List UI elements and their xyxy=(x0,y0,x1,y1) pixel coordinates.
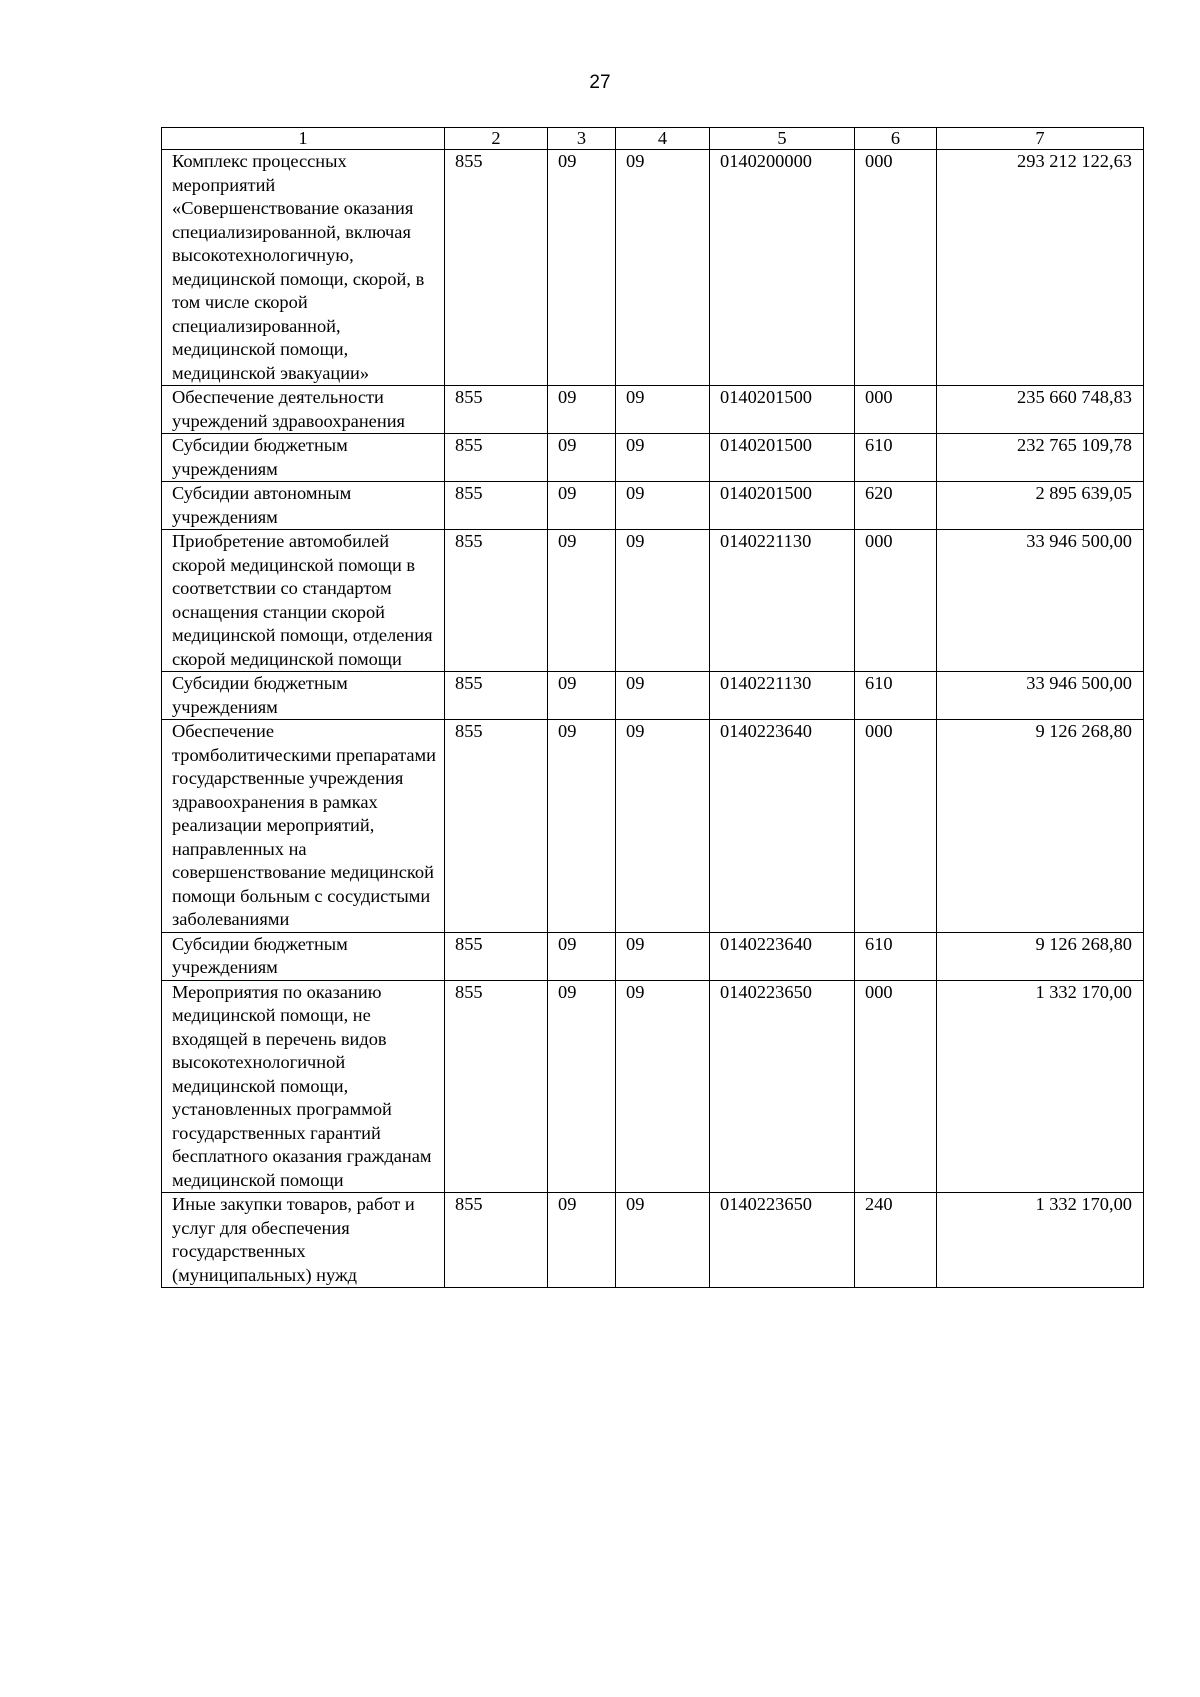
page-number: 27 xyxy=(589,72,611,93)
column-header-5: 5 xyxy=(710,128,855,150)
table-row xyxy=(162,932,1144,980)
row-type-cell: 000 xyxy=(855,386,937,434)
row-subsection-cell: 09 xyxy=(616,720,710,933)
row-target-cell: 0140221130 xyxy=(710,530,855,672)
row-name-cell: Комплекс процессных мероприятий «Совершенствование оказания специализированной, включая высокотехнологичную, медицинской помощи, скорой, в том числе скорой специализированной, медицинской помощи, медицинской эвакуации» xyxy=(162,150,445,386)
row-amount-cell: 2 895 639,05 xyxy=(937,482,1144,530)
row-target-cell: 0140200000 xyxy=(710,150,855,386)
row-name-cell: Мероприятия по оказанию медицинской помощи, не входящей в перечень видов высокотехнологичной медицинской помощи, установленных программой государственных гарантий бесплатного оказания гражданам медицинской помощи xyxy=(162,980,445,1193)
table-row xyxy=(162,672,1144,720)
row-amount-cell: 293 212 122,63 xyxy=(937,150,1144,386)
table-row xyxy=(162,1193,1144,1288)
row-type-cell: 000 xyxy=(855,980,937,1193)
row-type-cell: 610 xyxy=(855,434,937,482)
row-type-cell: 000 xyxy=(855,720,937,933)
row-amount-cell: 235 660 748,83 xyxy=(937,386,1144,434)
row-target-cell: 0140201500 xyxy=(710,386,855,434)
row-amount-cell: 9 126 268,80 xyxy=(937,932,1144,980)
row-section-cell: 09 xyxy=(548,530,616,672)
row-target-cell: 0140223640 xyxy=(710,932,855,980)
column-header-3: 3 xyxy=(548,128,616,150)
row-amount-cell: 232 765 109,78 xyxy=(937,434,1144,482)
row-subsection-cell: 09 xyxy=(616,482,710,530)
row-type-cell: 240 xyxy=(855,1193,937,1288)
row-code-cell: 855 xyxy=(445,150,548,386)
row-name-cell: Обеспечение тромболитическими препаратами государственные учреждения здравоохранения в рамках реализации мероприятий, направленных на совершенствование медицинской помощи больным с сосудистыми заболеваниями xyxy=(162,720,445,933)
row-target-cell: 0140223640 xyxy=(710,720,855,933)
row-type-cell: 000 xyxy=(855,150,937,386)
row-section-cell: 09 xyxy=(548,720,616,933)
row-type-cell: 610 xyxy=(855,932,937,980)
table-row xyxy=(162,530,1144,672)
row-section-cell: 09 xyxy=(548,932,616,980)
row-amount-cell: 33 946 500,00 xyxy=(937,530,1144,672)
table-header-row xyxy=(162,128,1144,150)
column-header-6: 6 xyxy=(855,128,937,150)
row-target-cell: 0140223650 xyxy=(710,980,855,1193)
row-subsection-cell: 09 xyxy=(616,386,710,434)
row-subsection-cell: 09 xyxy=(616,434,710,482)
row-code-cell: 855 xyxy=(445,1193,548,1288)
column-header-1: 1 xyxy=(162,128,445,150)
column-header-2: 2 xyxy=(445,128,548,150)
row-code-cell: 855 xyxy=(445,482,548,530)
table-row xyxy=(162,150,1144,386)
row-target-cell: 0140201500 xyxy=(710,482,855,530)
row-type-cell: 620 xyxy=(855,482,937,530)
row-subsection-cell: 09 xyxy=(616,530,710,672)
row-target-cell: 0140223650 xyxy=(710,1193,855,1288)
row-name-cell: Субсидии бюджетным учреждениям xyxy=(162,932,445,980)
table-row xyxy=(162,720,1144,933)
row-target-cell: 0140221130 xyxy=(710,672,855,720)
row-code-cell: 855 xyxy=(445,672,548,720)
row-subsection-cell: 09 xyxy=(616,932,710,980)
row-name-cell: Субсидии бюджетным учреждениям xyxy=(162,672,445,720)
row-name-cell: Субсидии автономным учреждениям xyxy=(162,482,445,530)
row-code-cell: 855 xyxy=(445,980,548,1193)
row-amount-cell: 33 946 500,00 xyxy=(937,672,1144,720)
row-name-cell: Иные закупки товаров, работ и услуг для обеспечения государственных (муниципальных) нужд xyxy=(162,1193,445,1288)
row-code-cell: 855 xyxy=(445,386,548,434)
row-section-cell: 09 xyxy=(548,434,616,482)
row-amount-cell: 9 126 268,80 xyxy=(937,720,1144,933)
row-section-cell: 09 xyxy=(548,672,616,720)
row-subsection-cell: 09 xyxy=(616,980,710,1193)
row-target-cell: 0140201500 xyxy=(710,434,855,482)
row-section-cell: 09 xyxy=(548,980,616,1193)
row-code-cell: 855 xyxy=(445,530,548,672)
row-type-cell: 000 xyxy=(855,530,937,672)
table-row xyxy=(162,386,1144,434)
row-amount-cell: 1 332 170,00 xyxy=(937,1193,1144,1288)
table-row xyxy=(162,980,1144,1193)
row-section-cell: 09 xyxy=(548,482,616,530)
row-name-cell: Обеспечение деятельности учреждений здравоохранения xyxy=(162,386,445,434)
row-section-cell: 09 xyxy=(548,1193,616,1288)
row-section-cell: 09 xyxy=(548,386,616,434)
table-row xyxy=(162,482,1144,530)
row-name-cell: Субсидии бюджетным учреждениям xyxy=(162,434,445,482)
column-header-7: 7 xyxy=(937,128,1144,150)
column-header-4: 4 xyxy=(616,128,710,150)
row-code-cell: 855 xyxy=(445,720,548,933)
row-amount-cell: 1 332 170,00 xyxy=(937,980,1144,1193)
table-row xyxy=(162,434,1144,482)
row-name-cell: Приобретение автомобилей скорой медицинской помощи в соответствии со стандартом оснащения станции скорой медицинской помощи, отделения скорой медицинской помощи xyxy=(162,530,445,672)
row-subsection-cell: 09 xyxy=(616,672,710,720)
row-subsection-cell: 09 xyxy=(616,150,710,386)
row-section-cell: 09 xyxy=(548,150,616,386)
row-code-cell: 855 xyxy=(445,932,548,980)
row-subsection-cell: 09 xyxy=(616,1193,710,1288)
row-type-cell: 610 xyxy=(855,672,937,720)
budget-table xyxy=(161,127,1144,1288)
row-code-cell: 855 xyxy=(445,434,548,482)
